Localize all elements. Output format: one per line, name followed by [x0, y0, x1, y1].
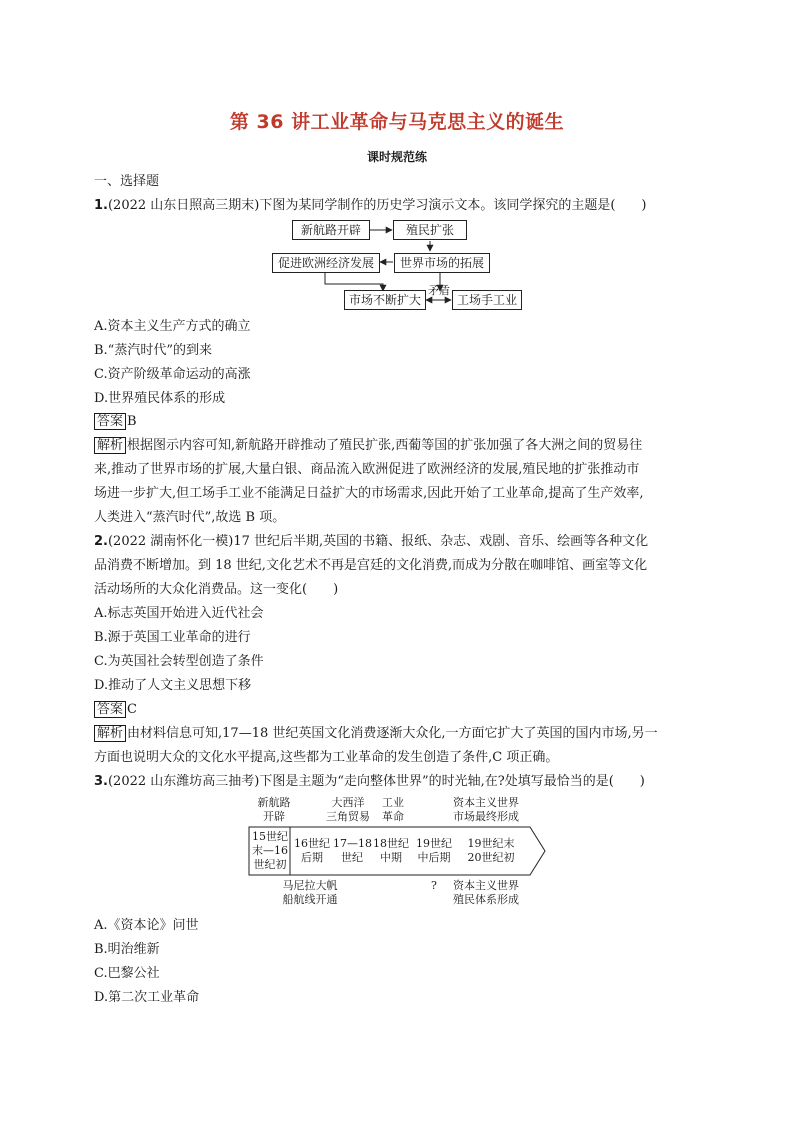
label-line: 19世纪 — [416, 837, 452, 850]
timeline-bottom-label — [277, 879, 343, 907]
label-line: 殖民体系形成 — [453, 893, 519, 906]
label-line: 开辟 — [263, 810, 285, 823]
q1-option-d: D.世界殖民体系的形成 — [94, 391, 226, 406]
question-number: 1. — [94, 198, 108, 213]
label-line: 三角贸易 — [326, 810, 370, 823]
label-line: 15世纪 — [252, 830, 288, 843]
timeline-period — [372, 837, 410, 865]
q2-option-c: C.为英国社会转型创造了条件 — [94, 654, 264, 669]
label-line: 世纪初 — [253, 858, 287, 871]
question-2-stem-line-2: 品消费不断增加。到 18 世纪,文化艺术不再是宫廷的文化消费,而成为分散在咖啡馆、画室等文化 — [94, 558, 648, 573]
label-line: 工业 — [382, 796, 404, 809]
label-line: 资本主义世界 — [453, 796, 519, 809]
label-line: 20世纪初 — [467, 851, 515, 864]
analysis-tag: 解析 — [94, 725, 126, 742]
label-line: 市场最终形成 — [453, 810, 519, 823]
q1-option-a: A.资本主义生产方式的确立 — [94, 319, 251, 334]
q3-option-b: B.明治维新 — [94, 942, 160, 957]
label-line: 19世纪末 — [467, 837, 515, 850]
timeline-period — [414, 837, 454, 865]
q1-analysis-line-4: 人类进入“蒸汽时代”,故选 B 项。 — [94, 510, 286, 525]
label-line: 17—18 — [333, 837, 372, 850]
label-line: 新航路 — [257, 796, 291, 809]
label-line: 世纪 — [341, 851, 363, 864]
answer-value: B — [127, 414, 137, 429]
q1-option-c: C.资产阶级革命运动的高涨 — [94, 367, 251, 382]
question-text: (2022 湖南怀化一模)17 世纪后半期,英国的书籍、报纸、杂志、戏剧、音乐、绘画等各种文化 — [107, 534, 649, 549]
answer-tag: 答案 — [94, 413, 126, 430]
label-line: 船航线开通 — [282, 893, 338, 906]
timeline-period — [462, 837, 520, 865]
label-line: 18世纪 — [373, 837, 409, 850]
label-line: 资本主义世界 — [453, 879, 519, 892]
question-text: (2022 山东日照高三期末)下图为某同学制作的历史学习演示文本。该同学探究的主题是( ) — [107, 198, 647, 213]
timeline-period — [333, 837, 371, 865]
box-market-expand: 市场不断扩大 — [344, 290, 426, 310]
analysis-tag: 解析 — [94, 437, 126, 454]
label-line: 马尼拉大帆 — [282, 879, 338, 892]
label-contradiction: 矛盾 — [428, 284, 450, 297]
timeline-period — [293, 837, 331, 865]
q1-option-b: B.“蒸汽时代”的到来 — [94, 343, 212, 358]
timeline-question-mark — [428, 879, 440, 893]
label-line: 大西洋 — [331, 796, 365, 809]
label-line: 中期 — [380, 851, 402, 864]
q3-option-c: C.巴黎公社 — [94, 966, 160, 981]
page-subtitle: 课时规范练 — [366, 150, 427, 164]
question-text: (2022 山东潍坊高三抽考)下图是主题为“走向整体世界”的时光轴,在?处填写最恰当的是( ) — [107, 774, 645, 789]
q2-option-a: A.标志英国开始进入近代社会 — [94, 606, 264, 621]
answer-value: C — [127, 702, 137, 717]
analysis-text: 根据图示内容可知,新航路开辟推动了殖民扩张,西葡等国的扩张加强了各大洲之间的贸易往 — [127, 438, 643, 453]
answer-tag: 答案 — [94, 701, 126, 718]
q2-analysis-line-2: 方面也说明大众的文化水平提高,这些都为工业革命的发生创造了条件,C 项正确。 — [94, 750, 559, 765]
q3-option-a: A.《资本论》问世 — [94, 918, 199, 933]
question-number: 2. — [94, 534, 108, 549]
q1-analysis-line-3: 场进一步扩大,但工场手工业不能满足日益扩大的市场需求,因此开始了工业革命,提高了生产效率, — [94, 486, 644, 501]
analysis-text: 由材料信息可知,17—18 世纪英国文化消费逐渐大众化,一方面它扩大了英国的国内市场,另一 — [127, 726, 658, 741]
timeline-bottom-label — [446, 879, 526, 907]
box-world-market: 世界市场的拓展 — [394, 253, 490, 273]
label-line: ? — [431, 879, 437, 892]
page-title: 第 36 讲工业革命与马克思主义的诞生 — [229, 111, 565, 133]
label-line: 后期 — [301, 851, 323, 864]
q1-analysis-line-2: 来,推动了世界市场的扩展,大量白银、商品流入欧洲促进了欧洲经济的发展,殖民地的扩张推动市 — [94, 462, 640, 477]
section-heading: 一、选择题 — [94, 174, 160, 189]
q2-option-d: D.推动了人文主义思想下移 — [94, 678, 252, 693]
box-workshop: 工场手工业 — [452, 290, 522, 310]
label-line: 革命 — [382, 810, 404, 823]
q2-option-b: B.源于英国工业革命的进行 — [94, 630, 251, 645]
box-new-route: 新航路开辟 — [292, 220, 370, 240]
label-line: 中后期 — [417, 851, 451, 864]
box-promote-economy: 促进欧洲经济发展 — [272, 253, 380, 273]
label-line: 末—16 — [252, 844, 288, 857]
question-number: 3. — [94, 774, 108, 789]
q3-option-d: D.第二次工业革命 — [94, 990, 200, 1005]
question-2-stem-line-3: 活动场所的大众化消费品。这一变化( ) — [94, 582, 339, 597]
label-line: 16世纪 — [294, 837, 330, 850]
box-colonial-expansion: 殖民扩张 — [393, 220, 467, 240]
